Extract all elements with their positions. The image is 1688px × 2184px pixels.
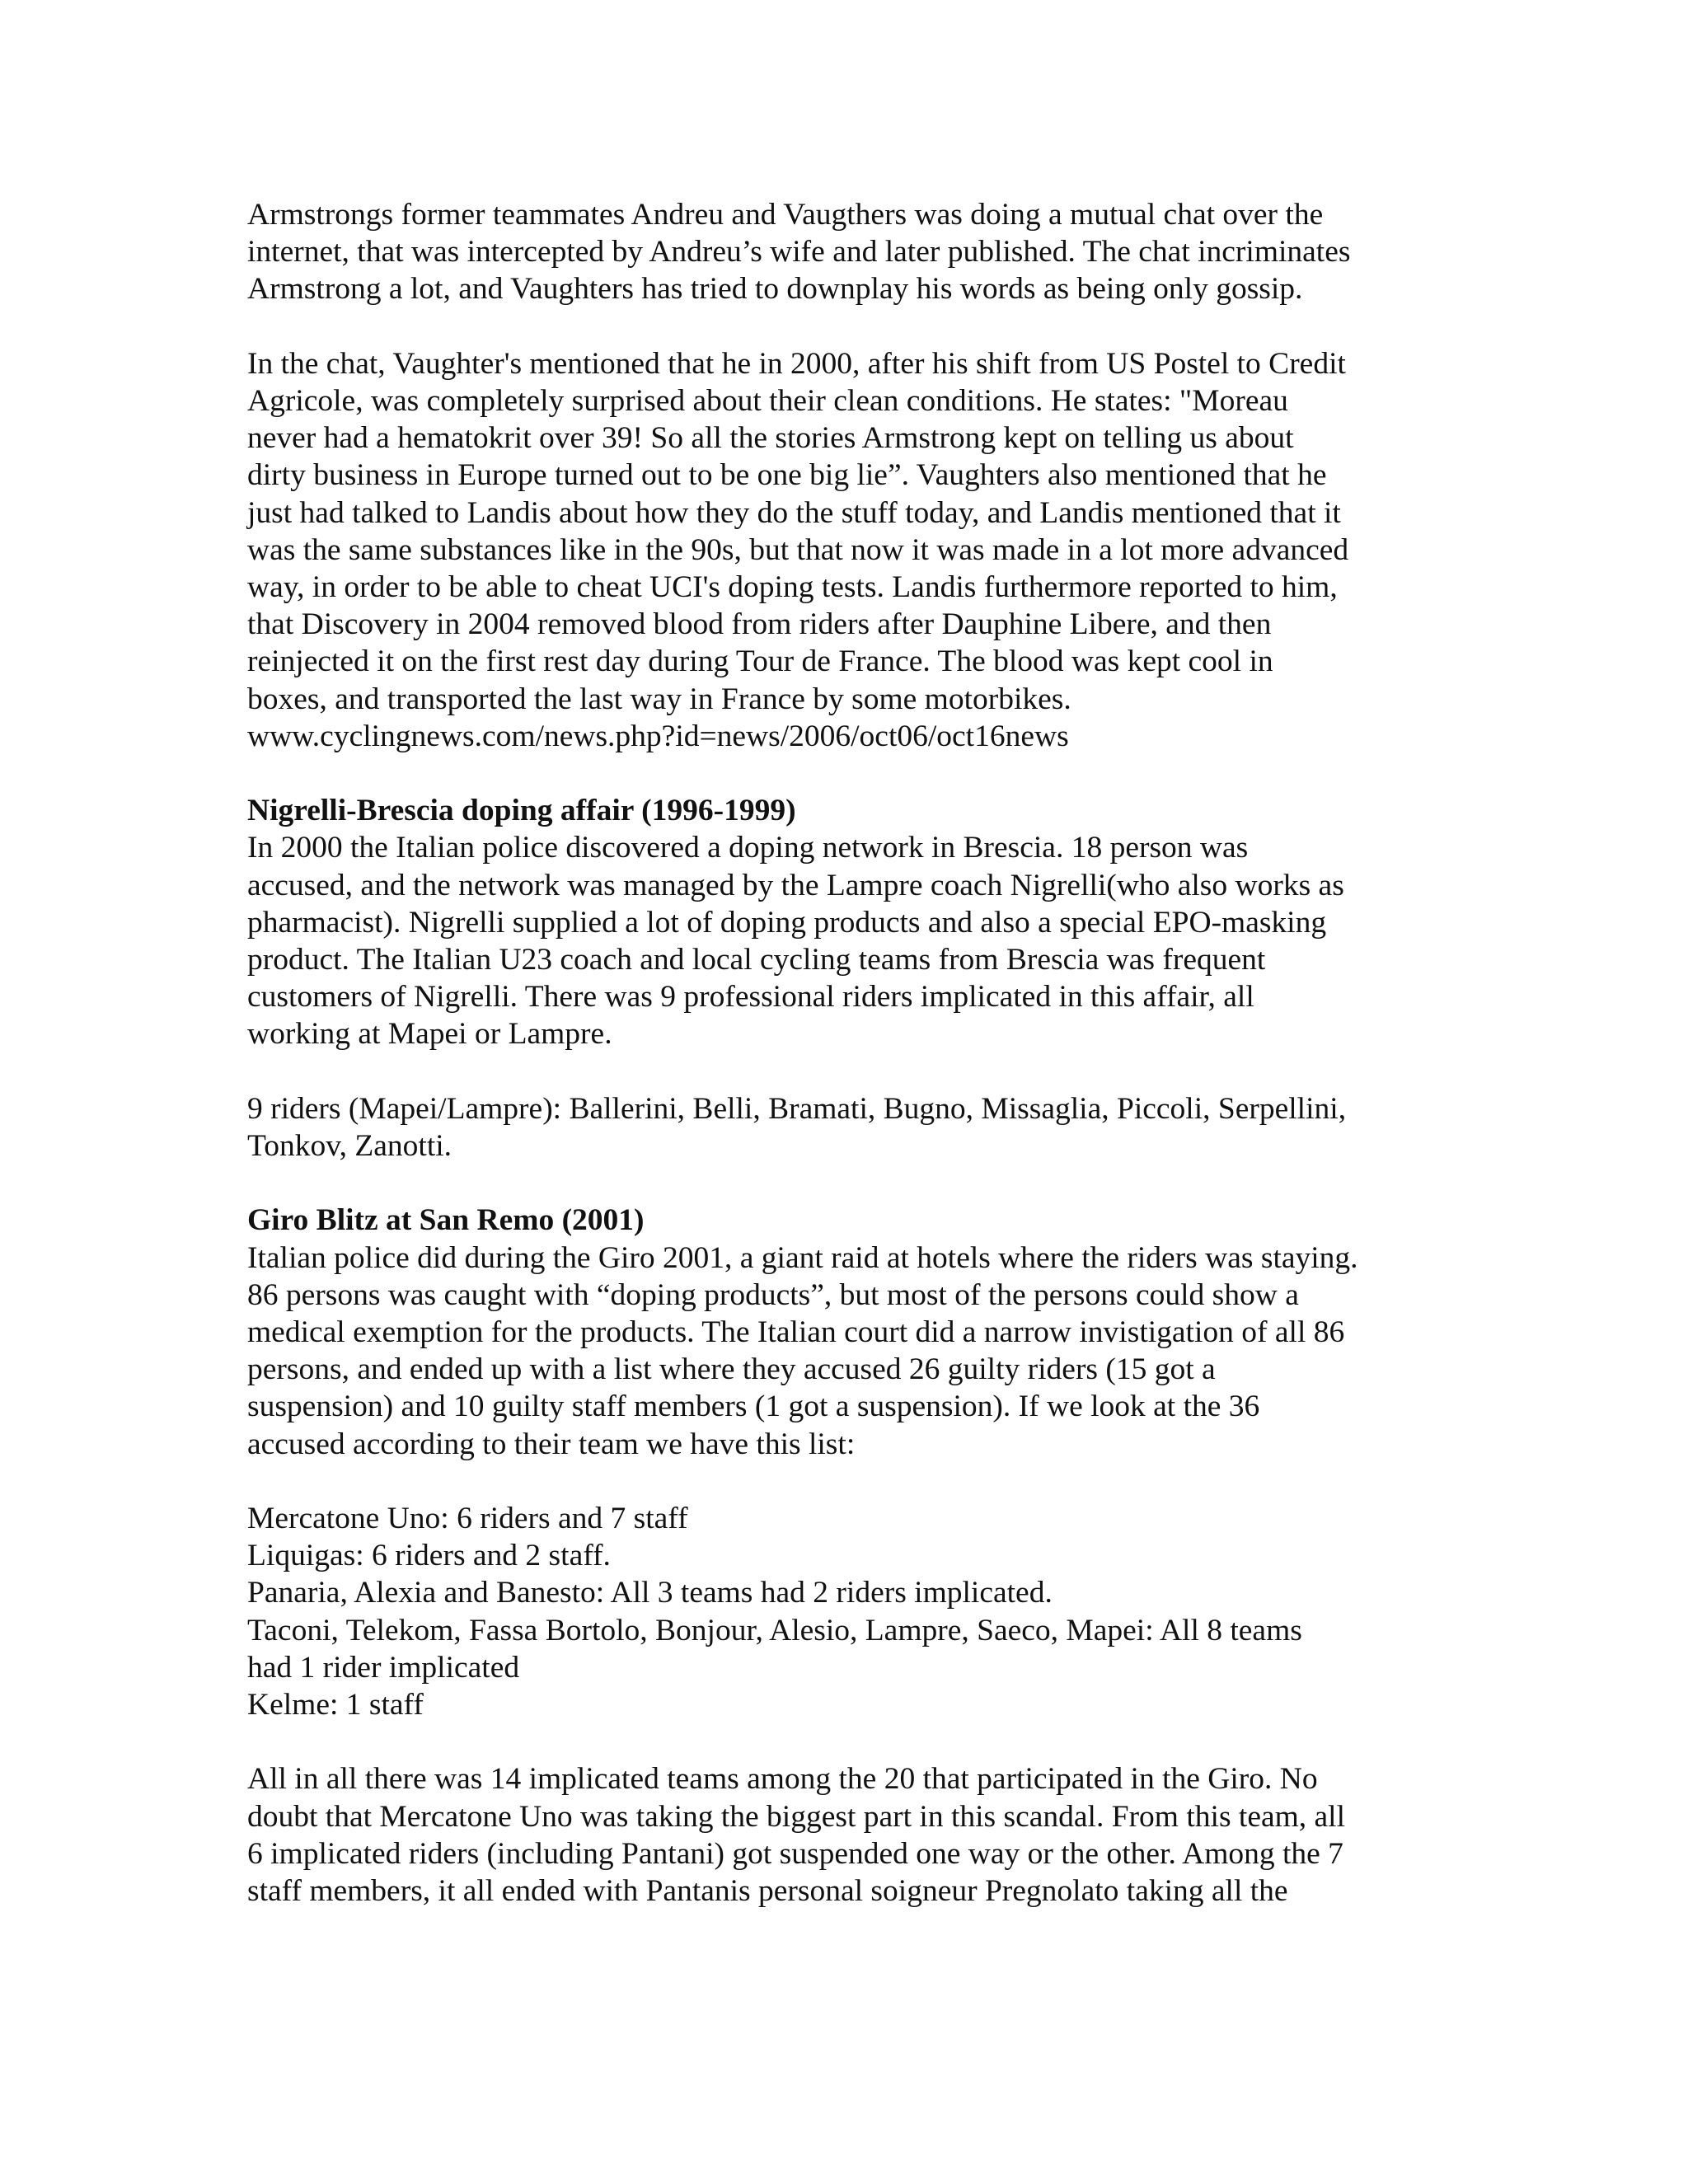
text-line: persons, and ended up with a list where they accused 26 guilty riders (15 got a (247, 1352, 1216, 1387)
text-line: Italian police did during the Giro 2001, a giant raid at hotels where the riders was staying. (247, 1240, 1358, 1275)
list-item: Kelme: 1 staff (247, 1688, 424, 1722)
text-line: Armstrongs former teammates Andreu and Vaugthers was doing a mutual chat over the (247, 198, 1324, 232)
text-line: All in all there was 14 implicated teams among the 20 that participated in the Giro. No (247, 1762, 1318, 1797)
list-item: Mercatone Uno: 6 riders and 7 staff (247, 1502, 688, 1536)
text-line: accused according to their team we have this list: (247, 1427, 856, 1461)
list-item: Panaria, Alexia and Banesto: All 3 teams had 2 riders implicated. (247, 1576, 1053, 1610)
list-item: had 1 rider implicated (247, 1650, 520, 1685)
text-line: Armstrong a lot, and Vaughters has tried to downplay his words as being only gossip. (247, 272, 1303, 307)
text-line: suspension) and 10 guilty staff members (1 got a suspension). If we look at the 36 (247, 1390, 1260, 1424)
text-line: product. The Italian U23 coach and local cycling teams from Brescia was frequent (247, 943, 1266, 977)
text-line: accused, and the network was managed by the Lampre coach Nigrelli(who also works as (247, 868, 1344, 902)
list-item: Taconi, Telekom, Fassa Bortolo, Bonjour, Alesio, Lampre, Saeco, Mapei: All 8 teams (247, 1613, 1302, 1647)
list-item: Liquigas: 6 riders and 2 staff. (247, 1539, 611, 1573)
text-line: boxes, and transported the last way in France by some motorbikes. (247, 682, 1071, 716)
text-line: 6 implicated riders (including Pantani) got suspended one way or the other. Among the 7 (247, 1836, 1343, 1871)
section-heading-nigrelli: Nigrelli-Brescia doping affair (1996-1999) (247, 794, 796, 828)
intro-paragraph (247, 196, 1467, 308)
text-line: 9 riders (Mapei/Lampre): Ballerini, Belli, Bramati, Bugno, Missaglia, Piccoli, Serpellini, (247, 1091, 1347, 1126)
chat-paragraph (247, 345, 1467, 755)
nigrelli-riders-paragraph (247, 1090, 1467, 1165)
text-line: way, in order to be able to cheat UCI's doping tests. Landis furthermore reported to him, (247, 570, 1338, 605)
text-line: customers of Nigrelli. There was 9 professional riders implicated in this affair, all (247, 980, 1254, 1015)
text-line: pharmacist). Nigrelli supplied a lot of doping products and also a special EPO-masking (247, 905, 1327, 940)
text-line: reinjected it on the first rest day during Tour de France. The blood was kept cool in (247, 644, 1273, 679)
text-line: dirty business in Europe turned out to be one big lie”. Vaughters also mentioned that he (247, 458, 1327, 493)
text-line: Tonkov, Zanotti. (247, 1129, 452, 1164)
document-body (247, 196, 1467, 1947)
text-line: was the same substances like in the 90s, but that now it was made in a lot more advanced (247, 532, 1349, 567)
text-line: never had a hematokrit over 39! So all the stories Armstrong kept on telling us about (247, 421, 1294, 456)
text-line: medical exemption for the products. The Italian court did a narrow invistigation of all 86 (247, 1315, 1345, 1350)
text-line: In the chat, Vaughter's mentioned that he in 2000, after his shift from US Postel to Credit (247, 346, 1346, 381)
giro-section (247, 1202, 1467, 1462)
nigrelli-section (247, 792, 1467, 1052)
giro-team-list (247, 1500, 1467, 1723)
text-line: internet, that was intercepted by Andreu’s wife and later published. The chat incriminates (247, 235, 1351, 269)
text-line: Agricole, was completely surprised about their clean conditions. He states: "Moreau (247, 384, 1288, 418)
text-line: doubt that Mercatone Uno was taking the biggest part in this scandal. From this team, all (247, 1799, 1346, 1834)
text-line: 86 persons was caught with “doping products”, but most of the persons could show a (247, 1277, 1299, 1312)
section-heading-giro: Giro Blitz at San Remo (2001) (247, 1203, 645, 1238)
source-url: www.cyclingnews.com/news.php?id=news/2006/oct06/oct16news (247, 719, 1069, 753)
text-line: just had talked to Landis about how they do the stuff today, and Landis mentioned that it (247, 495, 1341, 530)
giro-summary-paragraph (247, 1760, 1467, 1910)
text-line: that Discovery in 2004 removed blood from riders after Dauphine Libere, and then (247, 607, 1272, 642)
text-line: In 2000 the Italian police discovered a doping network in Brescia. 18 person was (247, 831, 1249, 865)
text-line: staff members, it all ended with Pantanis personal soigneur Pregnolato taking all the (247, 1874, 1288, 1909)
text-line: working at Mapei or Lampre. (247, 1017, 612, 1052)
